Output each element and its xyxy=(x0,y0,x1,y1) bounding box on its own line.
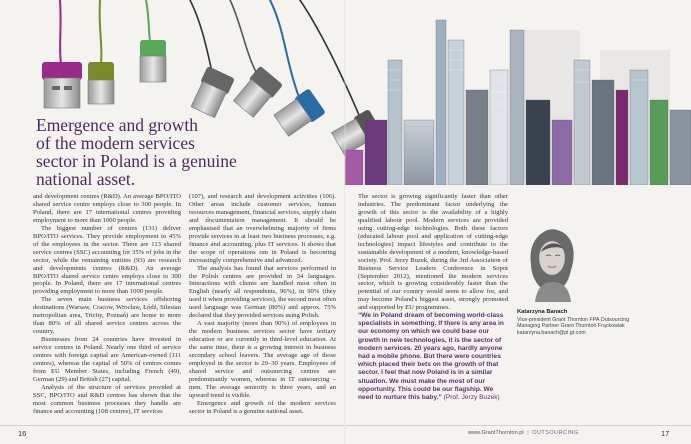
footer-running-text xyxy=(468,430,579,436)
body-column-2 xyxy=(189,193,336,416)
usb-plug-grey1 xyxy=(189,66,235,119)
body-column-1 xyxy=(33,193,181,416)
title-line: of the modern services xyxy=(36,133,195,153)
author-role: Managing Partner Grant Thornton Frąckowiak xyxy=(517,323,625,330)
usb-plug-green xyxy=(140,40,166,82)
quote-text: “We in Poland dream of becoming world-class specialists in something. If there is any area in our economy on which we could base our growth in new technologies, it is the sector of modern services. 20 years ago, hardly anyone had a mobile phone. But there were countries which placed their bets on the growth of that sector. I feel that now Poland is in a similar situation. We must make the most of our opportunity. This could be our flagship. We need to nurture this baby.” xyxy=(358,312,504,402)
author-info xyxy=(517,309,667,336)
city-skyline xyxy=(345,20,691,185)
page-number-left: 16 xyxy=(18,429,27,438)
author-role: Vice-president Grant Thornton FPA Outsourcing xyxy=(517,316,630,323)
author-email: katarzyna.banach@pl.gt.com xyxy=(517,329,586,336)
footer-rule xyxy=(346,425,691,426)
paragraph: The biggest number of centres (131) deliver BPO/ITO services. They provide employment to 45% of the employees in the sector. There are 113 shared service centres (SSC) accounting for 35% of jobs in the sector, while the remaining entities (93) are research and developments centres (R&D). An average BPO/ITO shared service centre employs close to 300 people. In Poland, there are 17 international centres providing employment to more than 1000 people. xyxy=(33,224,181,296)
paragraph: A vast majority (more than 90%) of employees in the modern business services sector have tertiary education or are currently in third-level education. At the same time, there is a growing interest in business secondary school leavers. The average age of those employed in the sector is 29–30 years. Employees of shared service and outsourcing centres are predominantly women, whereas in IT outsourcing – men. The average seniority is three years, and an upward trend is visible. xyxy=(189,320,336,399)
paragraph: The seven main business services offshoring destinations (Warsaw, Cracow, Wrocław, Łódź, Silesian metropolitan area, Tricity, Poznań) are home to more than 80% of all shared service centres across the country. xyxy=(33,296,181,336)
usb-plug-purple xyxy=(42,62,82,108)
paragraph: and development centres (R&D). An average BPO/ITO shared service centre employs close to 300 people. In Poland, there are 17 international centres providing employment to more than 1000 people. xyxy=(33,193,181,224)
footer-rule xyxy=(0,425,344,426)
footer-section: OUTSOURCING xyxy=(532,430,579,436)
page-spine xyxy=(344,0,346,444)
body-column-3 xyxy=(358,193,508,312)
footer-separator: | xyxy=(527,430,529,436)
paragraph: (107), and research and development activities (106). Other areas include customer services, human resources management, financial services, supply chain and documentation management. It should be emphasised that an overwhelming majority of firms provide services in at least two business processes, e.g. finance and accounting, plus IT services. It shows that the scope of operations run in Poland is becoming increasingly comprehensive and advanced. xyxy=(189,193,336,264)
usb-plug-blue xyxy=(273,88,326,138)
paragraph: Analysis of the structure of services provided at SSC, BPO/ITO and R&D centres has shown that the most common business processes they handle are finance and accounting (108 centres), IT services xyxy=(33,383,181,415)
author-portrait xyxy=(517,224,585,302)
pull-quote xyxy=(358,312,506,402)
usb-plug-grey2 xyxy=(232,66,283,119)
footer-website: www.GrantThornton.pl xyxy=(468,430,524,436)
paragraph: The sector is growing significantly faster than other industries. The predominant factor underlying the growth of this sector is the availability of a highly qualified labour pool. Modern services are provided using cutting-edge technologies. Both these factors (educated labour pool and application of cutting-edge technologies) impact lifestyles and contribute to the sustainable development of a modern, knowledge-based society. Prof. Jerzy Buzek, during the 3rd Association of Business Service Leaders Conference in Sopot (September 2012), mentioned the modern services sector, which is growing considerably faster than the potential of our country would seem to allow for, and may become Poland's biggest asset, strongly promoted and supported by EU programmes. xyxy=(358,193,508,312)
quote-attribution: (Prof. Jerzy Buzek) xyxy=(443,394,500,402)
page-number-right: 17 xyxy=(661,429,670,438)
usb-plug-olive xyxy=(88,62,114,104)
author-name: Katarzyna Banach xyxy=(517,309,568,315)
title-line: Emergence and growth xyxy=(36,115,198,135)
title-line: national asset. xyxy=(36,169,136,189)
paragraph: Emergence and growth of the modern services sector in Poland is a genuine national asset. xyxy=(189,399,336,415)
paragraph: The analysis has found that services performed in the Polish centres are provided in 34 languages. Interactions with clients are handled most often in English (nearly all respondents, 96%), in 90% (they used it when providing services), the second most often used language was German (80%) and approx. 75% declared that they provided services using Polish. xyxy=(189,264,336,320)
article-title xyxy=(36,116,266,188)
title-line: sector in Poland is a genuine xyxy=(36,151,237,171)
paragraph: Businesses from 24 countries have invested in service centres in Poland. Nearly one third of service centres with foreign capital are American-owned (111 centres), whereas the capital of 50% of centres comes from EU Member States, including French (49), German (29) and British (27) capital. xyxy=(33,336,181,383)
